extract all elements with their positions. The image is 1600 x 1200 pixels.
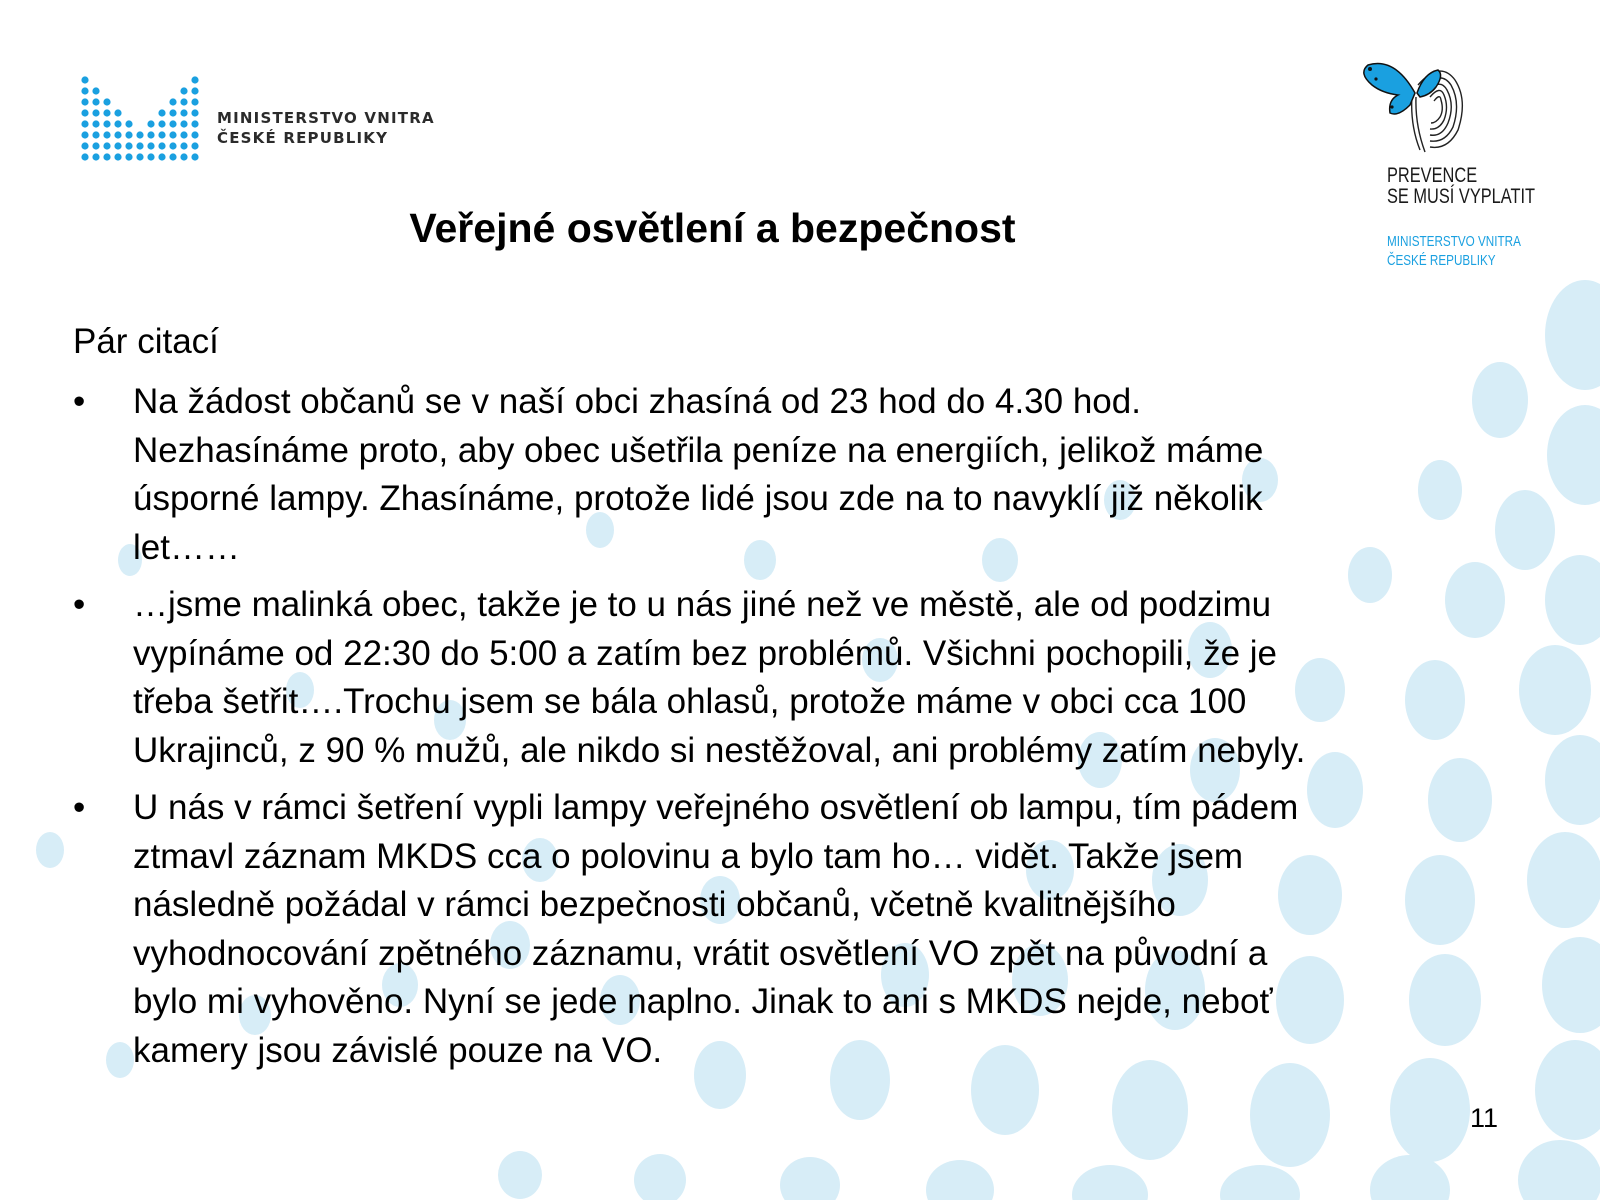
quote-item [73,378,1493,572]
ministry-logo-text [217,108,435,148]
quote-line: U nás v rámci šetření vypli lampy veřejného osvětlení ob lampu, tím pádem [133,788,1299,827]
quote-line: bylo mi vyhověno. Nyní se jede naplno. Jinak to ani s MKDS nejde, neboť [133,982,1273,1021]
quote-line: Na žádost občanů se v naší obci zhasíná od 23 hod do 4.30 hod. [133,382,1141,421]
ministry-logo-line1: MINISTERSTVO VNITRA [217,109,435,127]
quote-item [73,581,1493,775]
prevence-slogan [1387,165,1535,207]
bullet-marker: • [73,382,86,421]
bullet-marker: • [73,788,86,827]
prevence-slogan-line2: SE MUSÍ VYPLATIT [1387,185,1536,208]
quote-line: vypínáme od 22:30 do 5:00 a zatím bez problémů. Všichni pochopili, že je [133,633,1278,673]
ministry-logo-line2: ČESKÉ REPUBLIKY [217,129,389,147]
quote-line: třeba šetřit….Trochu jsem se bála ohlasů, protože máme v obci cca 100 [133,682,1247,721]
slide-title: Veřejné osvětlení a bezpečnost [409,205,1016,251]
prevence-sub-line1: MINISTERSTVO VNITRA [1387,233,1521,250]
prevence-sub-line2: ČESKÉ REPUBLIKY [1387,252,1496,269]
quote-line: úsporné lampy. Zhasínáme, protože lidé jsou zde na to navyklí již několik [133,479,1263,518]
prevence-slogan-line1: PREVENCE [1387,164,1478,187]
quote-line: Nezhasínáme proto, aby obec ušetřila peníze na energiích, jelikož máme [133,430,1264,470]
butterfly-fingerprint-icon [1360,55,1480,155]
quote-item [73,784,1493,1075]
quote-line: vyhodnocování zpětného záznamu, vrátit osvětlení VO zpět na původní a [133,933,1268,973]
bullet-marker: • [73,585,86,624]
quote-line: let…… [133,527,240,567]
quote-line: kamery jsou závislé pouze na VO. [133,1030,663,1070]
quote-line: …jsme malinká obec, takže je to u nás jiné než ve městě, ale od podzimu [133,585,1272,624]
quote-line: Ukrajinců, z 90 % mužů, ale nikdo si nestěžoval, ani problémy zatím nebyly. [133,730,1306,770]
page-number: 11 [1470,1103,1499,1133]
slide-subtitle: Pár citací [73,322,219,361]
quote-line: ztmavl záznam MKDS cca o polovinu a bylo tam ho… vidět. Takže jsem [133,836,1244,876]
quote-list [73,378,1493,1084]
quote-line: následně požádal v rámci bezpečnosti občanů, včetně kvalitnějšího [133,885,1176,924]
